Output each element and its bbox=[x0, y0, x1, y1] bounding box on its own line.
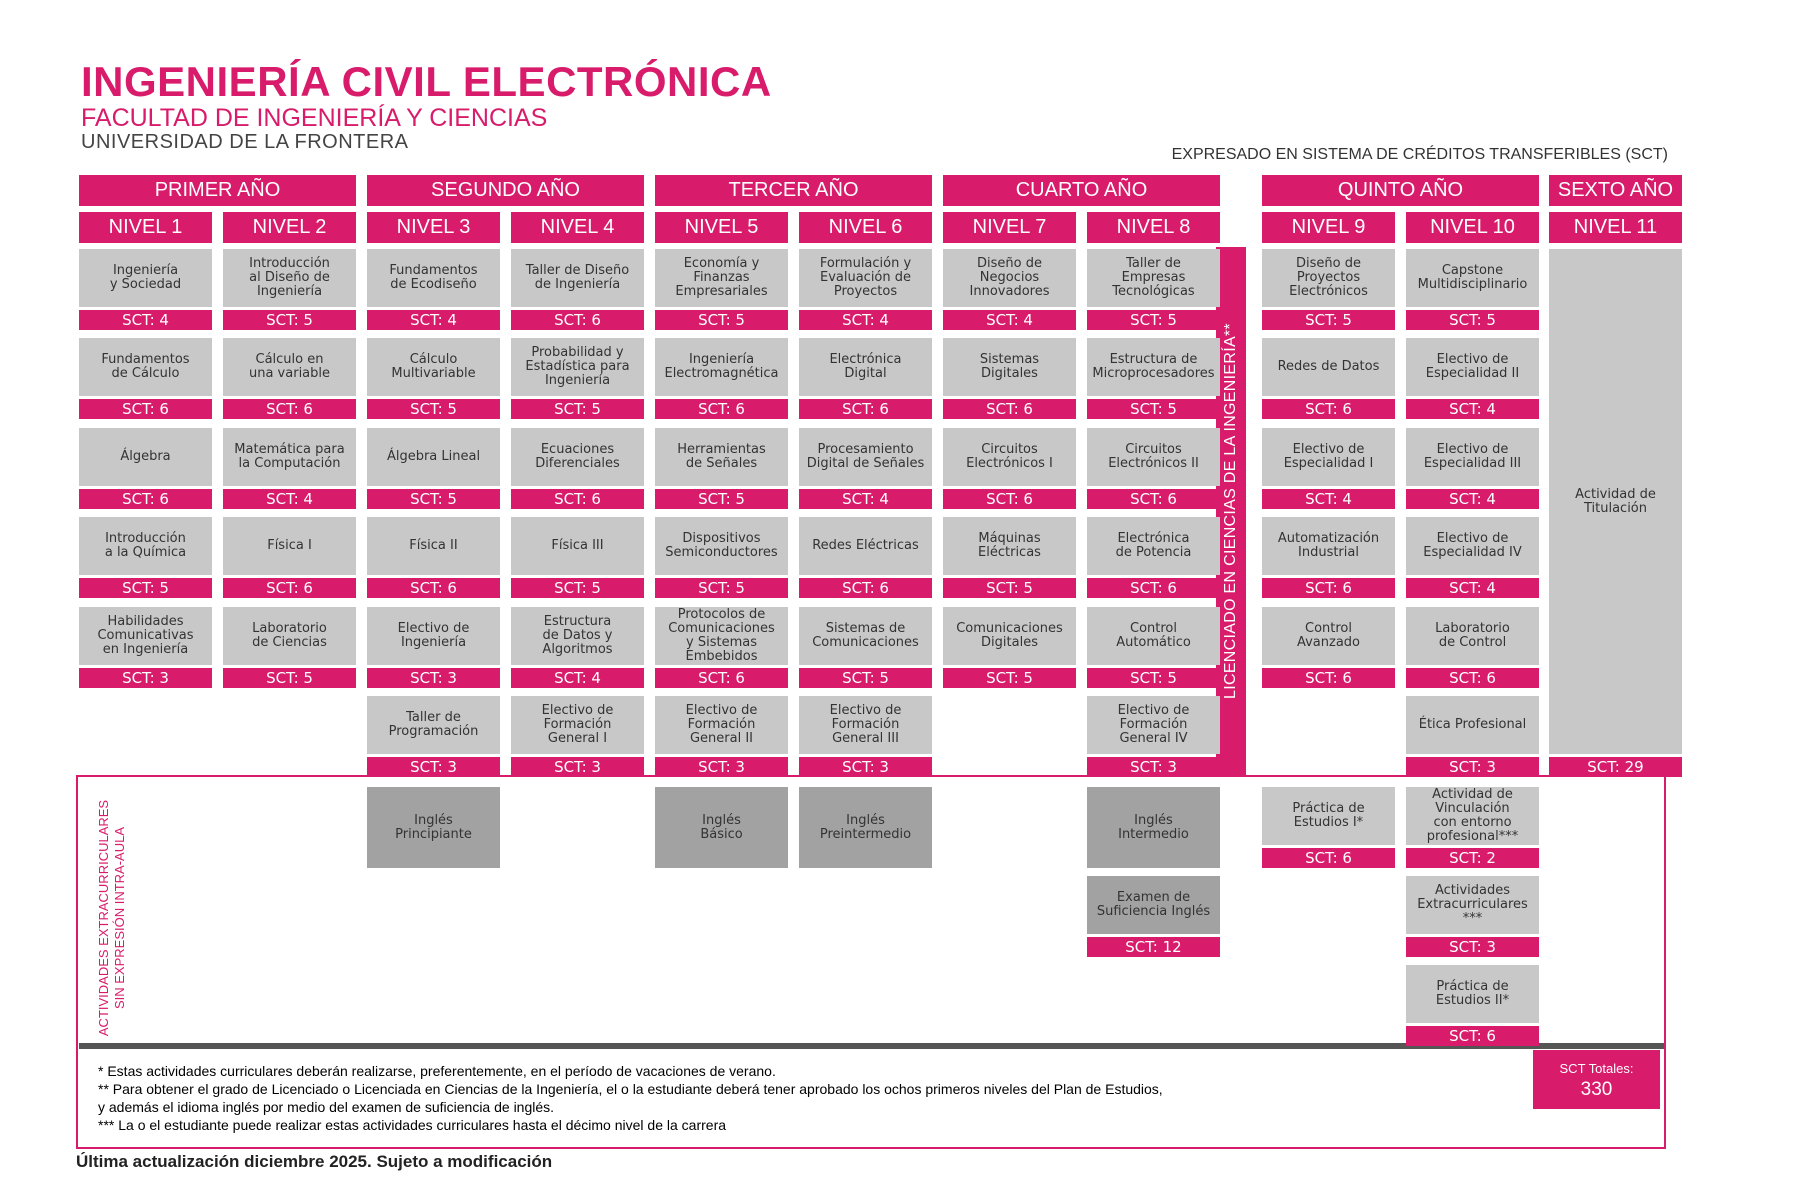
course-box: Protocolos de Comunicaciones y Sistemas Embebidos bbox=[655, 607, 788, 665]
extra-activity-box: Inglés Preintermedio bbox=[799, 787, 932, 868]
course-box: Electivo de Ingeniería bbox=[367, 607, 500, 665]
sct-label: SCT: 6 bbox=[79, 489, 212, 509]
level-header: NIVEL 4 bbox=[511, 212, 644, 243]
course-box: Física I bbox=[223, 517, 356, 575]
level-header: NIVEL 1 bbox=[79, 212, 212, 243]
extra-activity-box: Examen de Suficiencia Inglés bbox=[1087, 876, 1220, 934]
extra-activity-box: Práctica de Estudios I* bbox=[1262, 787, 1395, 845]
sct-label: SCT: 4 bbox=[943, 310, 1076, 330]
sct-label: SCT: 5 bbox=[367, 399, 500, 419]
course-box: Diseño de Proyectos Electrónicos bbox=[1262, 249, 1395, 307]
sct-label: SCT: 6 bbox=[1087, 578, 1220, 598]
extra-activity-box: Actividad de Vinculación con entorno profesional*** bbox=[1406, 787, 1539, 845]
year-header: TERCER AÑO bbox=[655, 175, 932, 206]
sct-label: SCT: 5 bbox=[223, 668, 356, 688]
sct-label: SCT: 6 bbox=[655, 668, 788, 688]
course-box: Ética Profesional bbox=[1406, 696, 1539, 754]
course-box: Álgebra bbox=[79, 428, 212, 486]
sct-label: SCT: 6 bbox=[799, 578, 932, 598]
extracurricular-label: ACTIVIDADES EXTRACURRICULARES SIN EXPRESIÓN INTRA-AULA bbox=[95, 799, 127, 1037]
course-box: Dispositivos Semiconductores bbox=[655, 517, 788, 575]
sct-label: SCT: 4 bbox=[223, 489, 356, 509]
sct-label: SCT: 6 bbox=[1262, 668, 1395, 688]
year-header: SEGUNDO AÑO bbox=[367, 175, 644, 206]
course-box: Redes Eléctricas bbox=[799, 517, 932, 575]
course-box: Ingeniería Electromagnética bbox=[655, 338, 788, 396]
level-header: NIVEL 5 bbox=[655, 212, 788, 243]
course-box: Estructura de Microprocesadores bbox=[1087, 338, 1220, 396]
sct-label: SCT: 3 bbox=[1406, 757, 1539, 777]
extra-activity-box: Inglés Intermedio bbox=[1087, 787, 1220, 868]
level-header: NIVEL 7 bbox=[943, 212, 1076, 243]
sct-label: SCT: 6 bbox=[1262, 578, 1395, 598]
licenciado-label: LICENCIADO EN CIENCIAS DE LA INGENIERÍA** bbox=[1222, 323, 1239, 699]
level-header: NIVEL 6 bbox=[799, 212, 932, 243]
course-box: Economía y Finanzas Empresariales bbox=[655, 249, 788, 307]
sct-label: SCT: 6 bbox=[943, 489, 1076, 509]
sct-label: SCT: 3 bbox=[1406, 937, 1539, 957]
level-header: NIVEL 8 bbox=[1087, 212, 1220, 243]
sct-label: SCT: 6 bbox=[223, 578, 356, 598]
sct-label: SCT: 6 bbox=[943, 399, 1076, 419]
sct-label: SCT: 5 bbox=[655, 310, 788, 330]
course-box: Circuitos Electrónicos II bbox=[1087, 428, 1220, 486]
sct-totals-value: 330 bbox=[1580, 1079, 1613, 1100]
level-header: NIVEL 11 bbox=[1549, 212, 1682, 243]
sct-label: SCT: 4 bbox=[799, 489, 932, 509]
footnote: y además el idioma inglés por medio del examen de suficiencia de inglés. bbox=[98, 1098, 555, 1115]
sct-label: SCT: 2 bbox=[1406, 848, 1539, 868]
credits-note: EXPRESADO EN SISTEMA DE CRÉDITOS TRANSFERIBLES (SCT) bbox=[1171, 146, 1668, 163]
sct-label: SCT: 4 bbox=[1406, 578, 1539, 598]
level-header: NIVEL 2 bbox=[223, 212, 356, 243]
sct-label: SCT: 5 bbox=[511, 399, 644, 419]
sct-label: SCT: 5 bbox=[1087, 668, 1220, 688]
sct-label: SCT: 3 bbox=[1087, 757, 1220, 777]
course-box: Diseño de Negocios Innovadores bbox=[943, 249, 1076, 307]
course-box: Electivo de Formación General II bbox=[655, 696, 788, 754]
course-box: Probabilidad y Estadística para Ingeniería bbox=[511, 338, 644, 396]
course-box: Ingeniería y Sociedad bbox=[79, 249, 212, 307]
sct-label: SCT: 6 bbox=[79, 399, 212, 419]
sct-label: SCT: 4 bbox=[799, 310, 932, 330]
sct-label: SCT: 5 bbox=[367, 489, 500, 509]
sct-label: SCT: 3 bbox=[79, 668, 212, 688]
sct-label: SCT: 5 bbox=[79, 578, 212, 598]
sct-label: SCT: 5 bbox=[943, 668, 1076, 688]
course-box: Circuitos Electrónicos I bbox=[943, 428, 1076, 486]
course-box: Máquinas Eléctricas bbox=[943, 517, 1076, 575]
course-box: Habilidades Comunicativas en Ingeniería bbox=[79, 607, 212, 665]
course-box: Electivo de Especialidad II bbox=[1406, 338, 1539, 396]
course-box: Laboratorio de Ciencias bbox=[223, 607, 356, 665]
sct-label: SCT: 5 bbox=[223, 310, 356, 330]
sct-label: SCT: 6 bbox=[1406, 1026, 1539, 1046]
course-box: Sistemas Digitales bbox=[943, 338, 1076, 396]
sct-totals-badge bbox=[1533, 1050, 1660, 1109]
level-header: NIVEL 9 bbox=[1262, 212, 1395, 243]
course-box: Estructura de Datos y Algoritmos bbox=[511, 607, 644, 665]
sct-label: SCT: 6 bbox=[511, 489, 644, 509]
sct-label: SCT: 6 bbox=[223, 399, 356, 419]
course-box: Fundamentos de Ecodiseño bbox=[367, 249, 500, 307]
course-box: Control Automático bbox=[1087, 607, 1220, 665]
university-name: UNIVERSIDAD DE LA FRONTERA bbox=[81, 131, 409, 153]
course-box: Laboratorio de Control bbox=[1406, 607, 1539, 665]
sct-label: SCT: 5 bbox=[799, 668, 932, 688]
year-header: PRIMER AÑO bbox=[79, 175, 356, 206]
sct-label: SCT: 5 bbox=[655, 489, 788, 509]
course-box: Introducción al Diseño de Ingeniería bbox=[223, 249, 356, 307]
sct-label: SCT: 5 bbox=[511, 578, 644, 598]
sct-label: SCT: 5 bbox=[1262, 310, 1395, 330]
footnote: * Estas actividades curriculares deberán realizarse, preferentemente, en el período de vacaciones de verano. bbox=[98, 1063, 776, 1079]
course-box: Procesamiento Digital de Señales bbox=[799, 428, 932, 486]
sct-label: SCT: 6 bbox=[799, 399, 932, 419]
course-box: Electrónica de Potencia bbox=[1087, 517, 1220, 575]
sct-label: SCT: 6 bbox=[511, 310, 644, 330]
sct-label: SCT: 4 bbox=[1262, 489, 1395, 509]
extra-activity-box: Práctica de Estudios II* bbox=[1406, 965, 1539, 1023]
sct-label: SCT: 6 bbox=[655, 399, 788, 419]
sct-label: SCT: 3 bbox=[655, 757, 788, 777]
course-box: Taller de Diseño de Ingeniería bbox=[511, 249, 644, 307]
year-header: SEXTO AÑO bbox=[1549, 175, 1682, 206]
course-box: Electivo de Especialidad III bbox=[1406, 428, 1539, 486]
sct-label: SCT: 3 bbox=[367, 668, 500, 688]
footnote: *** La o el estudiante puede realizar estas actividades curriculares hasta el décimo nivel de la carrera bbox=[98, 1116, 727, 1133]
sct-label: SCT: 6 bbox=[1262, 399, 1395, 419]
sct-label: SCT: 29 bbox=[1549, 757, 1682, 777]
sct-label: SCT: 5 bbox=[1406, 310, 1539, 330]
course-box: Automatización Industrial bbox=[1262, 517, 1395, 575]
course-box: Electrónica Digital bbox=[799, 338, 932, 396]
course-box: Control Avanzado bbox=[1262, 607, 1395, 665]
course-box: Formulación y Evaluación de Proyectos bbox=[799, 249, 932, 307]
sct-label: SCT: 4 bbox=[1406, 489, 1539, 509]
course-box: Álgebra Lineal bbox=[367, 428, 500, 486]
sct-label: SCT: 4 bbox=[367, 310, 500, 330]
sct-label: SCT: 5 bbox=[1087, 399, 1220, 419]
course-box: Comunicaciones Digitales bbox=[943, 607, 1076, 665]
course-box: Cálculo en una variable bbox=[223, 338, 356, 396]
level-header: NIVEL 3 bbox=[367, 212, 500, 243]
sct-label: SCT: 6 bbox=[367, 578, 500, 598]
faculty-name: FACULTAD DE INGENIERÍA Y CIENCIAS bbox=[81, 104, 548, 132]
year-header: CUARTO AÑO bbox=[943, 175, 1220, 206]
sct-label: SCT: 6 bbox=[1406, 668, 1539, 688]
course-box: Electivo de Formación General I bbox=[511, 696, 644, 754]
sct-totals-label: SCT Totales: bbox=[1559, 1061, 1634, 1076]
course-box: Capstone Multidisciplinario bbox=[1406, 249, 1539, 307]
course-box: Taller de Programación bbox=[367, 696, 500, 754]
footnote: ** Para obtener el grado de Licenciado o Licenciada en Ciencias de la Ingeniería, el o la estudiante deberá tener aprobado los ochos primeros niveles del Plan de Estudios, bbox=[98, 1080, 1163, 1097]
course-box: Herramientas de Señales bbox=[655, 428, 788, 486]
sct-label: SCT: 3 bbox=[799, 757, 932, 777]
course-box: Actividad de Titulación bbox=[1549, 249, 1682, 754]
extra-activity-box: Actividades Extracurriculares *** bbox=[1406, 876, 1539, 934]
course-box: Electivo de Especialidad I bbox=[1262, 428, 1395, 486]
sct-label: SCT: 3 bbox=[511, 757, 644, 777]
course-box: Sistemas de Comunicaciones bbox=[799, 607, 932, 665]
course-box: Física III bbox=[511, 517, 644, 575]
sct-label: SCT: 6 bbox=[1087, 489, 1220, 509]
sct-label: SCT: 5 bbox=[655, 578, 788, 598]
course-box: Cálculo Multivariable bbox=[367, 338, 500, 396]
sct-label: SCT: 4 bbox=[1406, 399, 1539, 419]
course-box: Matemática para la Computación bbox=[223, 428, 356, 486]
course-box: Fundamentos de Cálculo bbox=[79, 338, 212, 396]
course-box: Electivo de Formación General IV bbox=[1087, 696, 1220, 754]
year-header: QUINTO AÑO bbox=[1262, 175, 1539, 206]
sct-label: SCT: 4 bbox=[511, 668, 644, 688]
level-header: NIVEL 10 bbox=[1406, 212, 1539, 243]
page-title: INGENIERÍA CIVIL ELECTRÓNICA bbox=[81, 58, 772, 105]
course-box: Física II bbox=[367, 517, 500, 575]
footnotes bbox=[98, 1063, 1163, 1135]
sct-label: SCT: 5 bbox=[943, 578, 1076, 598]
course-box: Introducción a la Química bbox=[79, 517, 212, 575]
sct-label: SCT: 4 bbox=[79, 310, 212, 330]
course-box: Taller de Empresas Tecnológicas bbox=[1087, 249, 1220, 307]
sct-label: SCT: 5 bbox=[1087, 310, 1220, 330]
course-box: Redes de Datos bbox=[1262, 338, 1395, 396]
course-box: Ecuaciones Diferenciales bbox=[511, 428, 644, 486]
course-box: Electivo de Formación General III bbox=[799, 696, 932, 754]
extra-activity-box: Inglés Básico bbox=[655, 787, 788, 868]
extra-activity-box: Inglés Principiante bbox=[367, 787, 500, 868]
course-box: Electivo de Especialidad IV bbox=[1406, 517, 1539, 575]
sct-label: SCT: 6 bbox=[1262, 848, 1395, 868]
last-update-note: Última actualización diciembre 2025. Sujeto a modificación bbox=[76, 1152, 553, 1171]
sct-label: SCT: 3 bbox=[367, 757, 500, 777]
sct-label: SCT: 12 bbox=[1087, 937, 1220, 957]
